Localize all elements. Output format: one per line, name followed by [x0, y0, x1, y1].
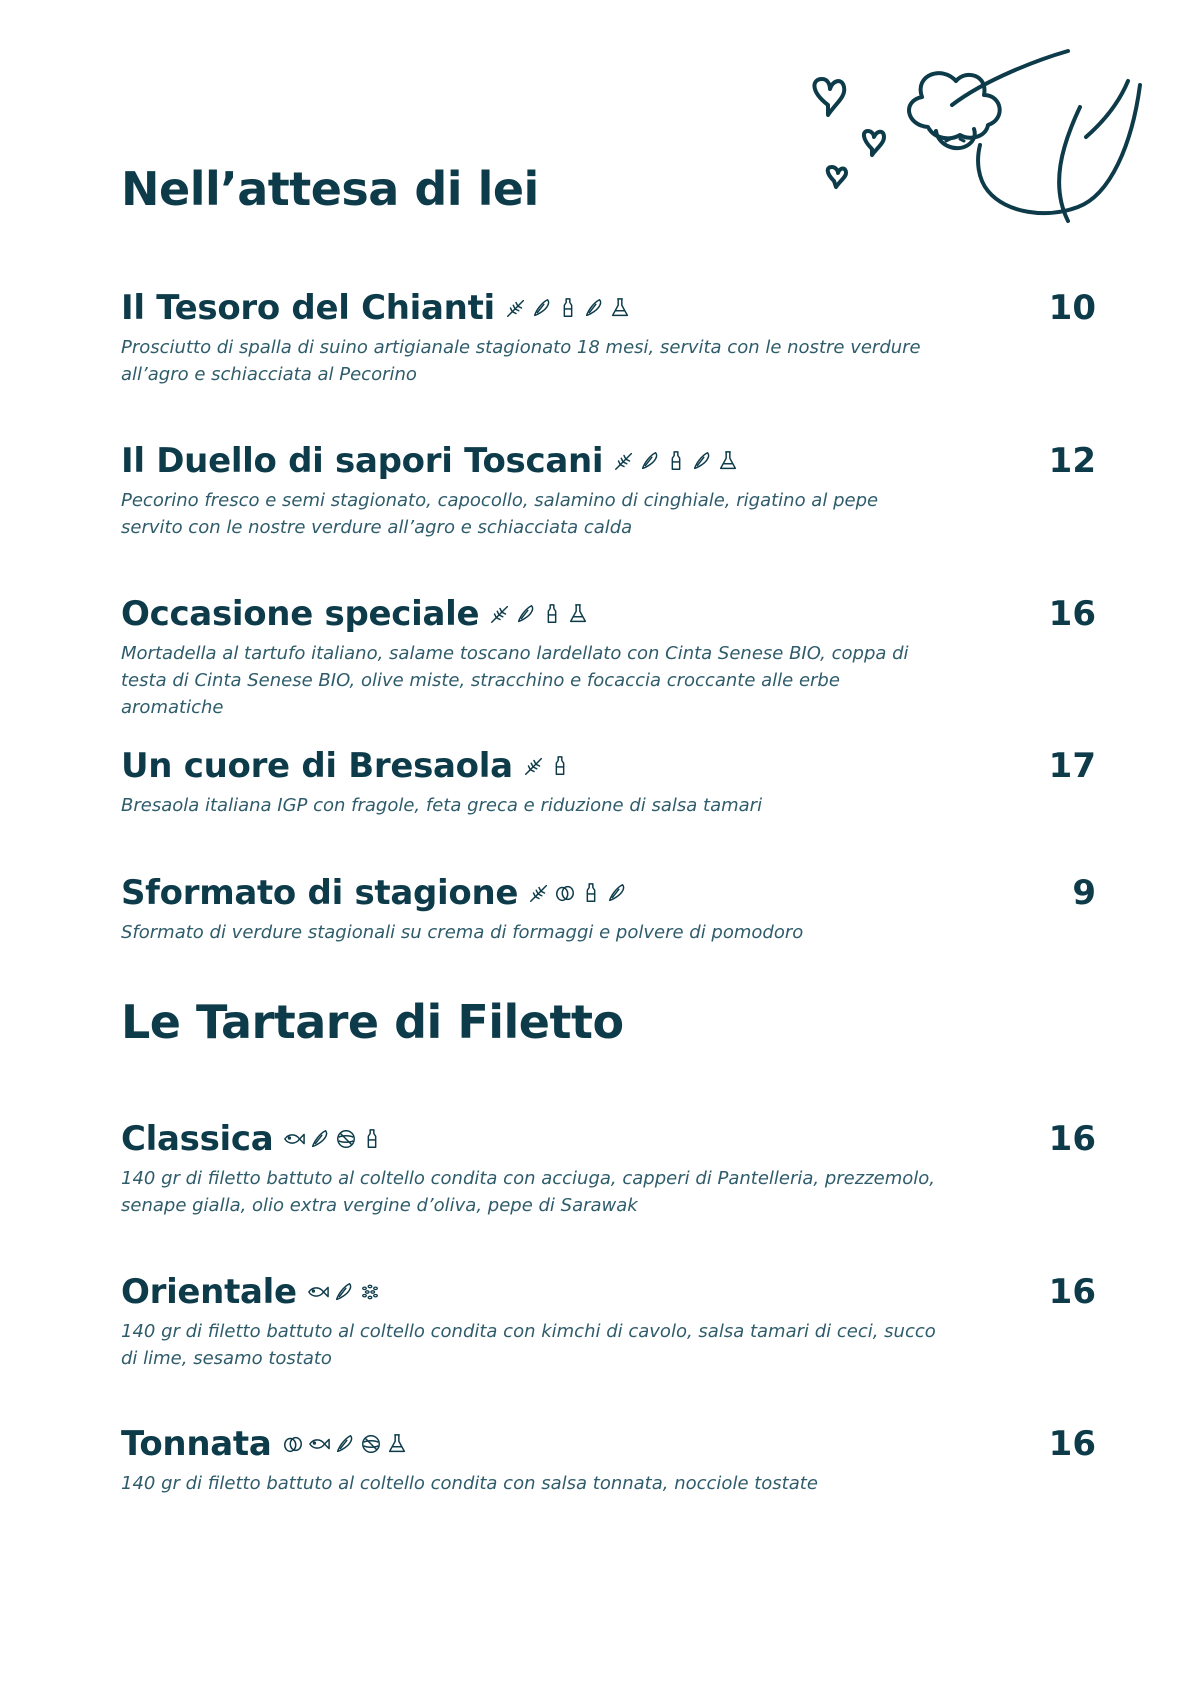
menu-item	[121, 1117, 1096, 1219]
heart-icon	[864, 131, 884, 155]
item-description: Bresaola italiana IGP con fragole, feta greca e riduzione di salsa tamari	[121, 795, 763, 816]
celery-icon	[639, 450, 661, 472]
item-description: 140 gr di filetto battuto al coltello condita con acciuga, capperi di Pantelleria, prezzemolo, senape gialla, olio extra vergine d’oliva, pepe di Sarawak	[121, 1168, 936, 1216]
item-name: Orientale	[121, 1272, 297, 1312]
allergen-icons	[307, 1281, 381, 1303]
mustard-icon	[335, 1128, 357, 1150]
item-price: 10	[1048, 288, 1096, 328]
bottle-icon	[549, 755, 571, 777]
celery-icon	[531, 297, 553, 319]
wheat-icon	[613, 450, 635, 472]
celery-icon	[691, 450, 713, 472]
mustard-icon	[360, 1433, 382, 1455]
item-description: Mortadella al tartufo italiano, salame toscano lardellato con Cinta Senese BIO, coppa di testa di Cinta Senese BIO, olive miste, stracchino e focaccia croccante alle erbe aromatiche	[121, 643, 909, 718]
item-description: Pecorino fresco e semi stagionato, capocollo, salamino di cinghiale, rigatino al pepe servito con le nostre verdure all’agro e schiacciata calda	[121, 490, 879, 538]
section-title: Nell’attesa di lei	[121, 162, 539, 216]
wheat-icon	[489, 603, 511, 625]
celery-icon	[309, 1128, 331, 1150]
item-name: Sformato di stagione	[121, 873, 519, 913]
flask-icon	[609, 297, 631, 319]
item-description: Sformato di verdure stagionali su crema di formaggi e polvere di pomodoro	[121, 922, 804, 943]
allergen-icons	[282, 1433, 408, 1455]
menu-item	[121, 439, 1096, 541]
allergen-icons	[523, 755, 571, 777]
sesame-icon	[359, 1281, 381, 1303]
celery-icon	[515, 603, 537, 625]
bottle-icon	[557, 297, 579, 319]
item-name: Un cuore di Bresaola	[121, 746, 513, 786]
item-price: 16	[1048, 594, 1096, 634]
menu-item	[121, 1270, 1096, 1372]
menu-item	[121, 592, 1096, 721]
fish-icon	[308, 1433, 330, 1455]
item-description: 140 gr di filetto battuto al coltello condita con kimchi di cavolo, salsa tamari di ceci, succo di lime, sesamo tostato	[121, 1321, 936, 1369]
item-description: 140 gr di filetto battuto al coltello condita con salsa tonnata, nocciole tostate	[121, 1473, 818, 1494]
allergen-icons	[613, 450, 739, 472]
bottle-icon	[541, 603, 563, 625]
menu-item	[121, 1422, 1096, 1497]
item-price: 12	[1048, 441, 1096, 481]
allergen-icons	[283, 1128, 383, 1150]
menu-item	[121, 871, 1096, 946]
celery-icon	[334, 1433, 356, 1455]
item-name: Tonnata	[121, 1424, 272, 1464]
heart-icon	[814, 79, 844, 115]
item-name: Occasione speciale	[121, 594, 480, 634]
flask-icon	[717, 450, 739, 472]
egg-icon	[282, 1433, 304, 1455]
item-price: 17	[1048, 746, 1096, 786]
bottle-icon	[580, 882, 602, 904]
item-price: 16	[1048, 1272, 1096, 1312]
item-name: Il Duello di sapori Toscani	[121, 441, 604, 481]
wheat-icon	[523, 755, 545, 777]
menu-item	[121, 286, 1096, 388]
item-price: 9	[1072, 873, 1096, 913]
flask-icon	[567, 603, 589, 625]
celery-icon	[606, 882, 628, 904]
heart-icon	[828, 167, 846, 187]
item-name: Classica	[121, 1119, 274, 1159]
allergen-icons	[505, 297, 631, 319]
flask-icon	[386, 1433, 408, 1455]
menu-item	[121, 744, 1096, 819]
egg-icon	[554, 882, 576, 904]
bottle-icon	[361, 1128, 383, 1150]
celery-icon	[333, 1281, 355, 1303]
fish-icon	[307, 1281, 329, 1303]
celery-icon	[583, 297, 605, 319]
wheat-icon	[505, 297, 527, 319]
item-description: Prosciutto di spalla di suino artigianale stagionato 18 mesi, servita con le nostre verdure all’agro e schiacciata al Pecorino	[121, 337, 921, 385]
wheat-icon	[528, 882, 550, 904]
allergen-icons	[489, 603, 589, 625]
fish-icon	[283, 1128, 305, 1150]
item-price: 16	[1048, 1119, 1096, 1159]
item-name: Il Tesoro del Chianti	[121, 288, 495, 328]
item-price: 16	[1048, 1424, 1096, 1464]
allergen-icons	[528, 882, 628, 904]
section-title: Le Tartare di Filetto	[121, 995, 624, 1049]
bottle-icon	[665, 450, 687, 472]
chef-with-hearts-illustration	[810, 45, 1170, 225]
